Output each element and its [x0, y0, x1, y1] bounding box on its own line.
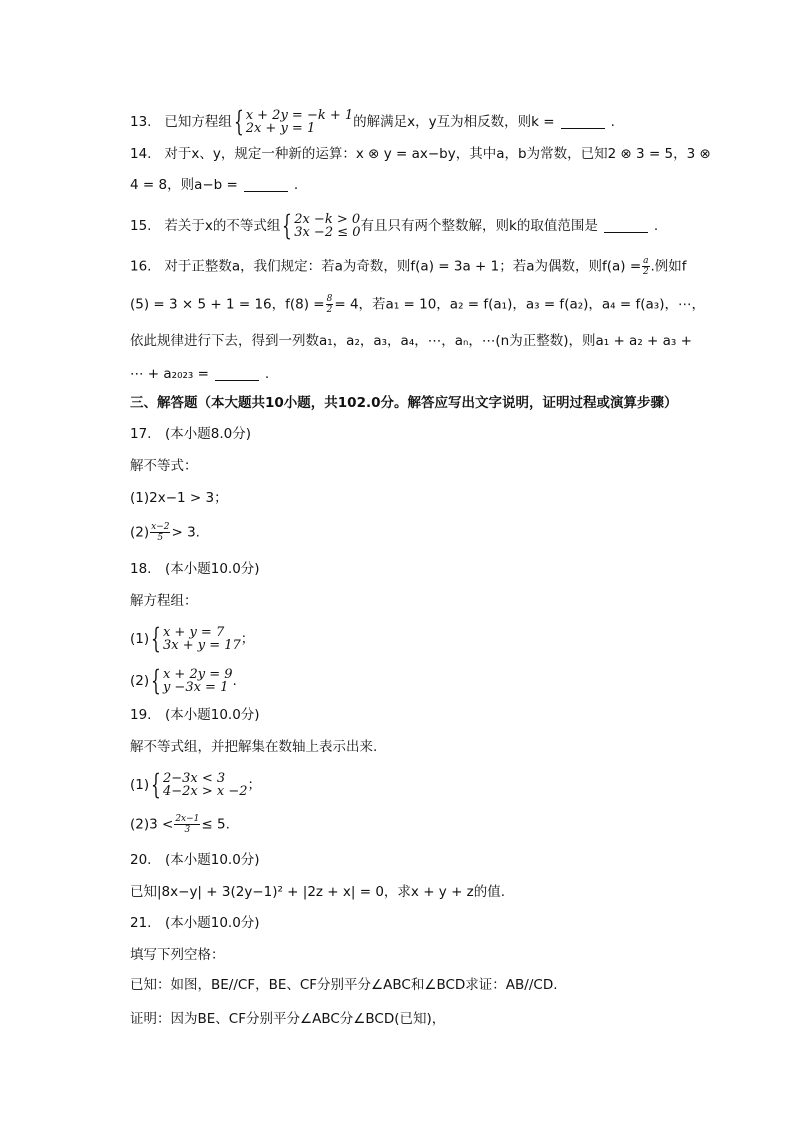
question-17-heading: 17. (本小题8.0分)	[130, 426, 251, 442]
question-text: > 3.	[171, 524, 200, 541]
answer-blank[interactable]	[244, 179, 288, 192]
equation-line: 2x + y = 1	[245, 121, 316, 136]
equation-line: x + 2y = −k + 1	[245, 108, 354, 123]
fraction-numerator: 2x−1	[175, 814, 200, 824]
fraction	[150, 522, 170, 543]
question-15	[130, 209, 659, 242]
punct: ；	[247, 777, 262, 793]
punct: .	[653, 218, 659, 234]
inequality-line: 4−2x > x −2	[162, 784, 248, 799]
equation-line: x + 2y = 9	[162, 667, 233, 682]
question-19-intro: 解不等式组，并把解集在数轴上表示出来.	[130, 739, 378, 755]
question-21-given: 已知：如图，BE//CF，BE、CF分别平分∠ABC和∠BCD求证：AB//CD.	[130, 977, 558, 993]
question-text: 有且只有两个整数解，则k的取值范围是	[360, 218, 598, 234]
question-17-part2	[130, 522, 200, 543]
question-20-body: 已知|8x−y| + 3(2y−1)² + |2z + x| = 0，求x + y + z的值.	[130, 884, 506, 900]
section-heading: 三、解答题（本大题共10小题，共102.0分。解答应写出文字说明，证明过程或演算步骤）	[130, 395, 678, 411]
question-number: 16.	[130, 258, 152, 275]
equation-line: y −3x = 1	[162, 680, 229, 695]
fraction-denominator: 5	[157, 533, 164, 543]
question-20-heading: 20. (本小题10.0分)	[130, 852, 260, 868]
equation-line: x + y = 7	[162, 625, 225, 640]
answer-blank[interactable]	[215, 368, 259, 381]
question-21-intro: 填写下列空格：	[130, 947, 225, 963]
question-18-part1	[130, 622, 255, 655]
question-19-heading: 19. (本小题10.0分)	[130, 707, 260, 723]
fraction	[174, 814, 200, 835]
question-13	[130, 105, 615, 138]
equation-system: { x + y = 7 3x + y = 17	[151, 622, 241, 655]
fraction-denominator: 3	[184, 825, 191, 835]
inequality-system: { 2−3x < 3 4−2x > x −2	[151, 768, 248, 801]
question-16-line3	[130, 331, 692, 351]
punct: ；	[240, 631, 255, 647]
punct: .	[264, 366, 270, 382]
question-text: 依此规律进行下去，得到一列数a₁，a₂，a₃，a₄，⋯，aₙ，⋯(n为正整数)，则a₁ + a₂ + a₃ +	[130, 333, 692, 349]
question-text: ⋯ + a₂₀₂₃ =	[130, 366, 209, 382]
fraction-numerator: a	[643, 256, 649, 266]
question-14-line2	[130, 175, 298, 195]
answer-blank[interactable]	[561, 116, 605, 129]
fraction	[642, 256, 649, 277]
part-label: (2)	[130, 524, 150, 541]
question-16-line2	[130, 294, 705, 315]
question-number: 13.	[130, 114, 152, 130]
punct: .	[610, 114, 615, 130]
question-number: 14.	[130, 146, 152, 162]
punct: .	[232, 673, 237, 689]
part-label: (2)	[130, 673, 150, 689]
answer-blank[interactable]	[604, 220, 648, 233]
inequality-system: { 2x −k > 0 3x −2 ≤ 0	[282, 209, 361, 242]
question-16-line4	[130, 364, 269, 384]
fraction-numerator: x−2	[151, 522, 170, 532]
fraction-denominator: 2	[642, 267, 649, 277]
question-17-intro: 解不等式：	[130, 458, 198, 474]
equation-line: 3x + y = 17	[162, 638, 241, 653]
question-19-part1	[130, 768, 262, 801]
question-21-heading: 21. (本小题10.0分)	[130, 915, 260, 931]
inequality-line: 2−3x < 3	[162, 771, 226, 786]
question-14-line1	[130, 144, 711, 164]
part-label: (1)	[130, 777, 150, 793]
question-text: .例如f	[650, 258, 687, 275]
question-text: (2)3 <	[130, 816, 174, 833]
inequality-line: 3x −2 ≤ 0	[294, 225, 361, 240]
question-text: 若关于x的不等式组	[164, 218, 281, 234]
question-text: 已知方程组	[164, 114, 232, 130]
fraction	[326, 294, 334, 315]
question-18-intro: 解方程组：	[130, 593, 198, 609]
question-text: ≤ 5.	[201, 816, 230, 833]
question-text: (5) = 3 × 5 + 1 = 16，f(8) =	[130, 296, 325, 313]
fraction-numerator: 8	[326, 294, 333, 304]
question-text: 对于x、y，规定一种新的运算：x ⊗ y = ax−by，其中a，b为常数，已知2 ⊗ 3 = 5，3 ⊗	[164, 146, 711, 162]
punct: .	[293, 177, 299, 193]
question-number: 15.	[130, 218, 152, 234]
question-19-part2	[130, 814, 230, 835]
inequality-line: 2x −k > 0	[294, 212, 361, 227]
question-21-proof: 证明：因为BE、CF分别平分∠ABC分∠BCD(已知)，	[130, 1011, 446, 1027]
question-18-part2	[130, 664, 237, 697]
question-18-heading: 18. (本小题10.0分)	[130, 561, 260, 577]
question-text: 4 = 8，则a−b =	[130, 177, 238, 193]
question-text: = 4，若a₁ = 10，a₂ = f(a₁)，a₃ = f(a₂)，a₄ = f(a₃)，⋯，	[334, 296, 705, 313]
fraction-denominator: 2	[326, 305, 333, 315]
question-text: 的解满足x，y互为相反数，则k =	[353, 114, 555, 130]
part-label: (1)	[130, 631, 150, 647]
equation-system: { x + 2y = 9 y −3x = 1	[151, 664, 233, 697]
question-16-line1	[130, 256, 687, 277]
question-text: 对于正整数a，我们规定：若a为奇数，则f(a) = 3a + 1；若a为偶数，则f(a) =	[164, 258, 642, 275]
question-17-part1: (1)2x−1 > 3；	[130, 490, 228, 506]
equation-system: { x + 2y = −k + 1 2x + y = 1	[233, 105, 354, 138]
